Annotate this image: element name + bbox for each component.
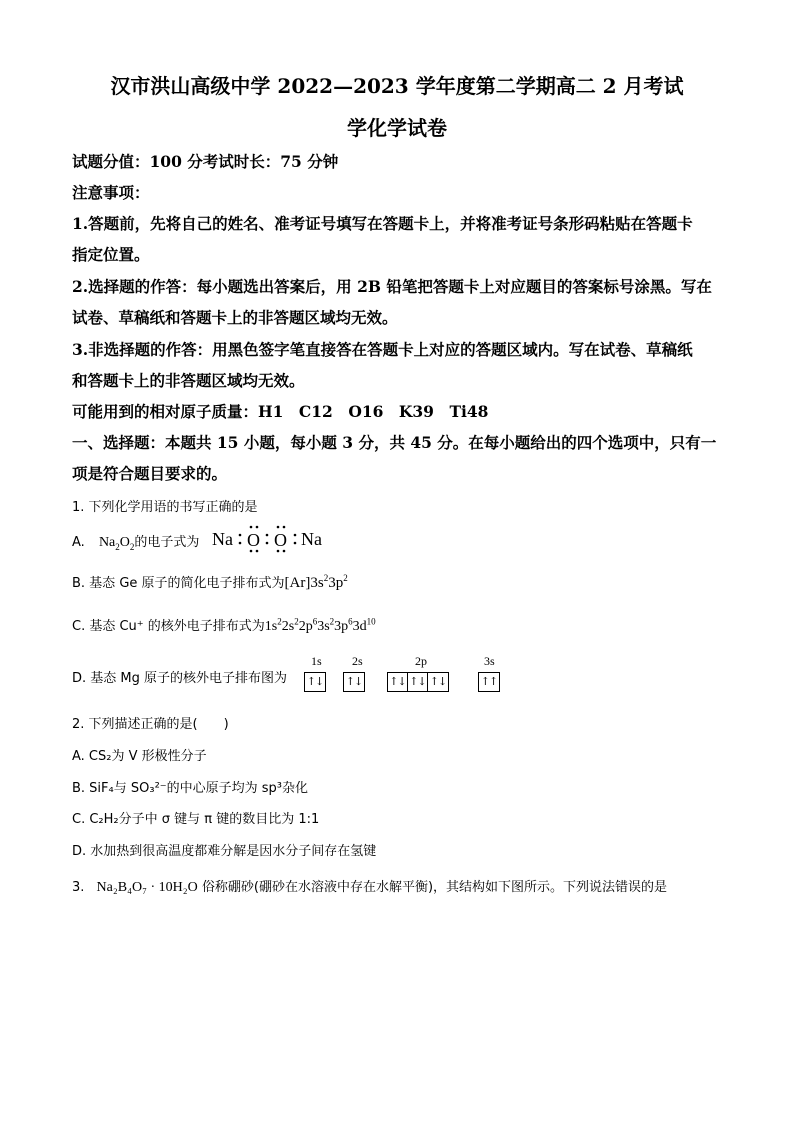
orbital-box-2s xyxy=(343,672,365,692)
page-title: 汉市洪山高级中学 2022—2023 学年度第二学期高二 2 月考试 xyxy=(110,74,684,98)
note-1b: 指定位置。 xyxy=(72,245,150,264)
orbital-cell: ↑↓ xyxy=(408,673,428,691)
orbital-cell: ↑↓ xyxy=(345,675,363,688)
orbital-cell: ↑↓ xyxy=(388,673,408,691)
q1-option-d: D. 基态 Mg 原子的核外电子排布图为 xyxy=(72,671,288,686)
q3-number: 3. xyxy=(72,880,85,895)
svg-text:O: O xyxy=(274,530,287,550)
orbital-box-1s xyxy=(304,672,326,692)
orbital-label-3s: 3s xyxy=(484,654,495,668)
q1-lewis-structure xyxy=(212,524,342,554)
note-2a: 2.选择题的作答：每小题选出答案后，用 2B 铅笔把答题卡上对应题目的答案标号涂黑。写在 xyxy=(72,277,712,296)
orbital-cell: ↑↑ xyxy=(480,675,498,688)
q2-option-a: A. CS₂为 V 形极性分子 xyxy=(72,749,207,764)
svg-text:Na: Na xyxy=(301,529,322,549)
q1-b-config: $[Ar]3s^23p^2$ xyxy=(284,573,348,591)
orbital-box-3s xyxy=(478,672,500,692)
orbital-label-2p: 2p xyxy=(415,654,427,668)
orbital-label-2s: 2s xyxy=(352,654,363,668)
page-subtitle: 学化学试卷 xyxy=(347,116,447,140)
q2-option-d: D. 水加热到很高温度都难分解是因水分子间存在氢键 xyxy=(72,844,377,859)
orbital-cell: ↑↓ xyxy=(429,675,447,688)
section-heading-b: 项是符合题目要求的。 xyxy=(72,464,228,483)
q1-stem: 1. 下列化学用语的书写正确的是 xyxy=(72,500,258,515)
q3-formula: Na₂B₄O₇ · 10H₂O xyxy=(96,880,198,895)
q1-a-label: A. xyxy=(72,535,85,550)
q1-a-formula: $Na_2O_2$ xyxy=(98,535,135,552)
orbital-box-2p xyxy=(387,672,449,692)
note-1a: 1.答题前，先将自己的姓名、准考证号填写在答题卡上，并将准考证号条形码粘贴在答题卡 xyxy=(72,214,693,233)
q1-b-text: B. 基态 Ge 原子的简化电子排布式为 xyxy=(72,576,285,591)
q3-stem xyxy=(72,876,667,896)
q1-a-text: 的电子式为 xyxy=(134,535,200,550)
svg-text:O: O xyxy=(247,530,260,550)
q1-c-config: $1s^22s^22p^63s^23p^63d^{10}$ xyxy=(264,616,376,634)
q1-option-a xyxy=(72,531,199,552)
note-2b: 试卷、草稿纸和答题卡上的非答题区域均无效。 xyxy=(72,308,398,327)
orbital-cell: ↑↓ xyxy=(306,675,324,688)
note-3b: 和答题卡上的非答题区域均无效。 xyxy=(72,371,305,390)
q1-option-b xyxy=(72,572,348,592)
q2-option-b: B. SiF₄与 SO₃²⁻的中心原子均为 sp³杂化 xyxy=(72,781,309,796)
q2-option-c: C. C₂H₂分子中 σ 键与 π 键的数目比为 1:1 xyxy=(72,812,320,827)
q1-option-c xyxy=(72,615,376,635)
notes-title: 注意事项： xyxy=(72,183,150,202)
q2-stem: 2. 下列描述正确的是( ) xyxy=(72,717,229,732)
section-heading-a: 一、选择题：本题共 15 小题，每小题 3 分，共 45 分。在每小题给出的四个选项中，只有一 xyxy=(72,433,717,452)
orbital-label-1s: 1s xyxy=(311,654,322,668)
score-time: 试题分值：100 分考试时长：75 分钟 xyxy=(72,152,339,171)
q3-text: 俗称硼砂(硼砂在水溶液中存在水解平衡)，其结构如下图所示。下列说法错误的是 xyxy=(197,880,668,895)
atomic-masses: 可能用到的相对原子质量：H1 C12 O16 K39 Ti48 xyxy=(72,402,489,421)
note-3a: 3.非选择题的作答：用黑色签字笔直接答在答题卡上对应的答题区域内。写在试卷、草稿纸 xyxy=(72,340,693,359)
svg-text:Na: Na xyxy=(212,529,233,549)
q1-orbital-diagram xyxy=(303,654,513,696)
q1-c-text: C. 基态 Cu⁺ 的核外电子排布式为 xyxy=(72,619,265,634)
